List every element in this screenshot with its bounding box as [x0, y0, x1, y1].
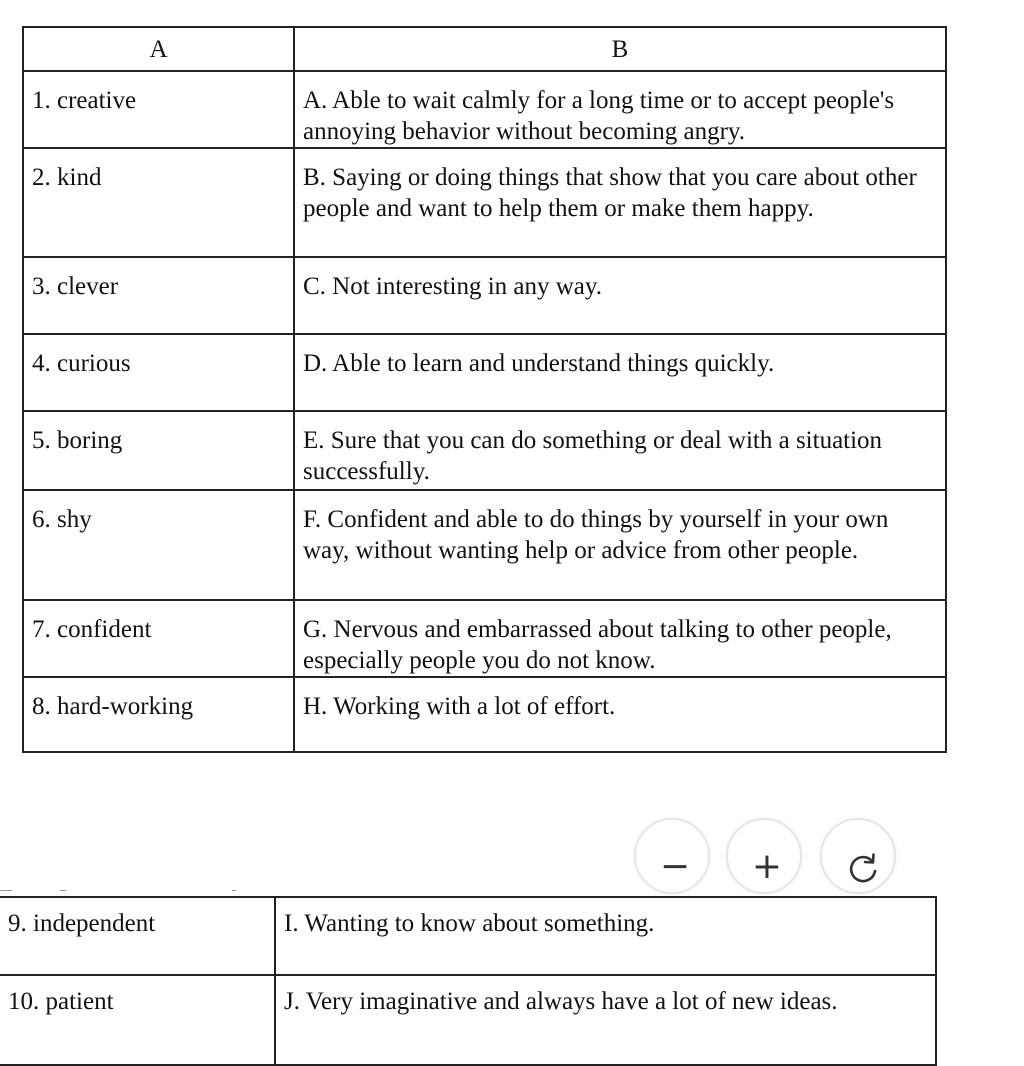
minus-icon: −	[659, 846, 691, 887]
word-cell: 5. boring	[23, 411, 294, 490]
column-a-header: A	[23, 27, 294, 71]
definition-cell: H. Working with a lot of effort.	[294, 677, 946, 752]
page-break-line	[0, 890, 12, 891]
definition-cell: B. Saying or doing things that show that you care about other people and want to help them or make them happy.	[294, 148, 946, 257]
word-cell: 6. shy	[23, 490, 294, 600]
reset-zoom-button[interactable]	[820, 818, 896, 894]
zoom-out-button[interactable]	[634, 818, 710, 894]
word-cell: 4. curious	[23, 334, 294, 411]
matching-table-page-2	[0, 896, 937, 1066]
page-break-line	[232, 890, 236, 891]
word-cell: 3. clever	[23, 257, 294, 334]
plus-icon: +	[751, 846, 783, 887]
column-b-header: B	[294, 27, 946, 71]
definition-cell: D. Able to learn and understand things quickly.	[294, 334, 946, 411]
definition-cell: G. Nervous and embarrassed about talking to other people, especially people you do not know.	[294, 600, 946, 677]
word-cell: 9. independent	[0, 897, 275, 975]
definition-cell: E. Sure that you can do something or deal with a situation successfully.	[294, 411, 946, 490]
zoom-in-button[interactable]	[726, 818, 802, 894]
definition-cell: I. Wanting to know about something.	[275, 897, 936, 975]
definition-cell: F. Confident and able to do things by yourself in your own way, without wanting help or advice from other people.	[294, 490, 946, 600]
word-cell: 2. kind	[23, 148, 294, 257]
definition-cell: C. Not interesting in any way.	[294, 257, 946, 334]
definition-cell: J. Very imaginative and always have a lot of new ideas.	[275, 975, 936, 1065]
word-cell: 1. creative	[23, 71, 294, 148]
definition-cell: A. Able to wait calmly for a long time or to accept people's annoying behavior without becoming angry.	[294, 71, 946, 148]
matching-table-page-1	[22, 26, 947, 753]
word-cell: 7. confident	[23, 600, 294, 677]
word-cell: 10. patient	[0, 975, 275, 1065]
word-cell: 8. hard-working	[23, 677, 294, 752]
page-break-line	[60, 890, 66, 891]
refresh-icon	[846, 852, 880, 886]
